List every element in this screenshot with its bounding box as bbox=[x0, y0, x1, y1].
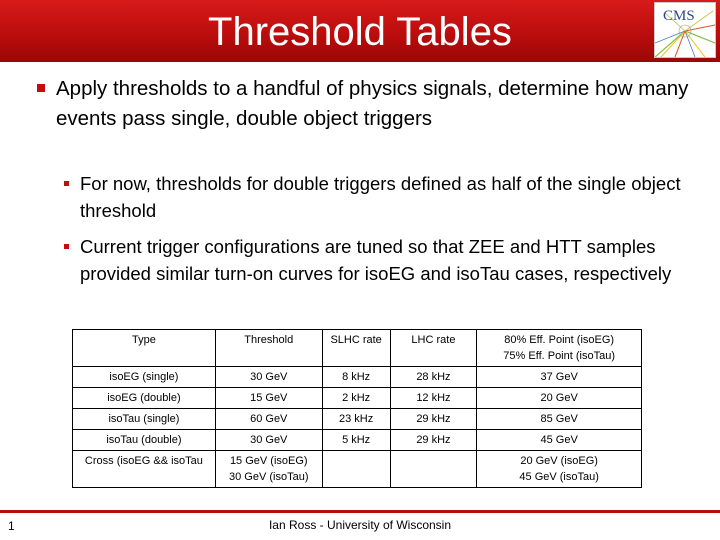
footer-text: Ian Ross - University of Wisconsin bbox=[268, 518, 452, 532]
cell-type: isoTau (single) bbox=[73, 409, 216, 430]
header-type: Type bbox=[73, 330, 216, 367]
cell-eff-isoeg: 20 GeV (isoEG) bbox=[520, 455, 598, 467]
table-row bbox=[73, 430, 642, 451]
cell-slhc-rate: 23 kHz bbox=[322, 409, 390, 430]
sub-bullet-text: For now, thresholds for double triggers defined as half of the single object threshold bbox=[80, 173, 681, 221]
bullet-square-icon bbox=[37, 84, 45, 92]
threshold-table bbox=[72, 329, 642, 488]
cell-slhc-rate: 8 kHz bbox=[322, 367, 390, 388]
cell-lhc-rate: 29 kHz bbox=[390, 430, 477, 451]
main-bullet bbox=[56, 74, 706, 134]
cell-slhc-rate bbox=[322, 451, 390, 488]
cell-eff-point: 20 GeV bbox=[477, 388, 642, 409]
cell-threshold: 15 GeV bbox=[215, 388, 322, 409]
cell-threshold-isoeg: 15 GeV (isoEG) bbox=[229, 455, 308, 467]
footer-divider bbox=[0, 510, 720, 513]
cell-threshold-isotau: 30 GeV (isoTau) bbox=[229, 471, 309, 483]
cell-eff-point: 37 GeV bbox=[477, 367, 642, 388]
header-eff-isotau: 75% Eff. Point (isoTau) bbox=[503, 350, 615, 362]
logo-text: CMS bbox=[663, 8, 695, 24]
sub-bullet-square-icon bbox=[64, 181, 69, 186]
sub-bullet bbox=[80, 233, 710, 287]
cell-type: isoTau (double) bbox=[73, 430, 216, 451]
table-row bbox=[73, 409, 642, 430]
slide-title: Threshold Tables bbox=[208, 10, 512, 54]
cms-logo-icon bbox=[655, 3, 715, 57]
sub-bullet-square-icon bbox=[64, 244, 69, 249]
cell-slhc-rate: 2 kHz bbox=[322, 388, 390, 409]
table-header-row bbox=[73, 330, 642, 367]
header-lhc-rate: LHC rate bbox=[390, 330, 477, 367]
cell-slhc-rate: 5 kHz bbox=[322, 430, 390, 451]
header-eff-point bbox=[477, 330, 642, 367]
cell-threshold: 60 GeV bbox=[215, 409, 322, 430]
header-eff-isoeg: 80% Eff. Point (isoEG) bbox=[504, 334, 615, 346]
cell-type: isoEG (single) bbox=[73, 367, 216, 388]
table-row bbox=[73, 367, 642, 388]
cell-type: Cross (isoEG && isoTau bbox=[73, 451, 216, 488]
cell-threshold: 30 GeV bbox=[215, 430, 322, 451]
header-threshold: Threshold bbox=[215, 330, 322, 367]
cell-lhc-rate: 29 kHz bbox=[390, 409, 477, 430]
cell-lhc-rate bbox=[390, 451, 477, 488]
cell-eff-point bbox=[477, 451, 642, 488]
cell-eff-isotau: 45 GeV (isoTau) bbox=[519, 471, 599, 483]
header-slhc-rate: SLHC rate bbox=[322, 330, 390, 367]
cms-logo bbox=[654, 2, 716, 58]
cell-lhc-rate: 28 kHz bbox=[390, 367, 477, 388]
main-bullet-text: Apply thresholds to a handful of physics signals, determine how many events pass single, double object triggers bbox=[56, 77, 689, 130]
cell-type: isoEG (double) bbox=[73, 388, 216, 409]
cell-lhc-rate: 12 kHz bbox=[390, 388, 477, 409]
page-number: 1 bbox=[8, 519, 15, 533]
table-row-cross bbox=[73, 451, 642, 488]
cell-threshold: 30 GeV bbox=[215, 367, 322, 388]
sub-bullet bbox=[80, 170, 710, 224]
cell-eff-point: 85 GeV bbox=[477, 409, 642, 430]
cell-eff-point: 45 GeV bbox=[477, 430, 642, 451]
table-row bbox=[73, 388, 642, 409]
cell-threshold bbox=[215, 451, 322, 488]
sub-bullet-text: Current trigger configurations are tuned so that ZEE and HTT samples provided similar turn-on curves for isoEG and isoTau cases, respectively bbox=[80, 236, 672, 284]
